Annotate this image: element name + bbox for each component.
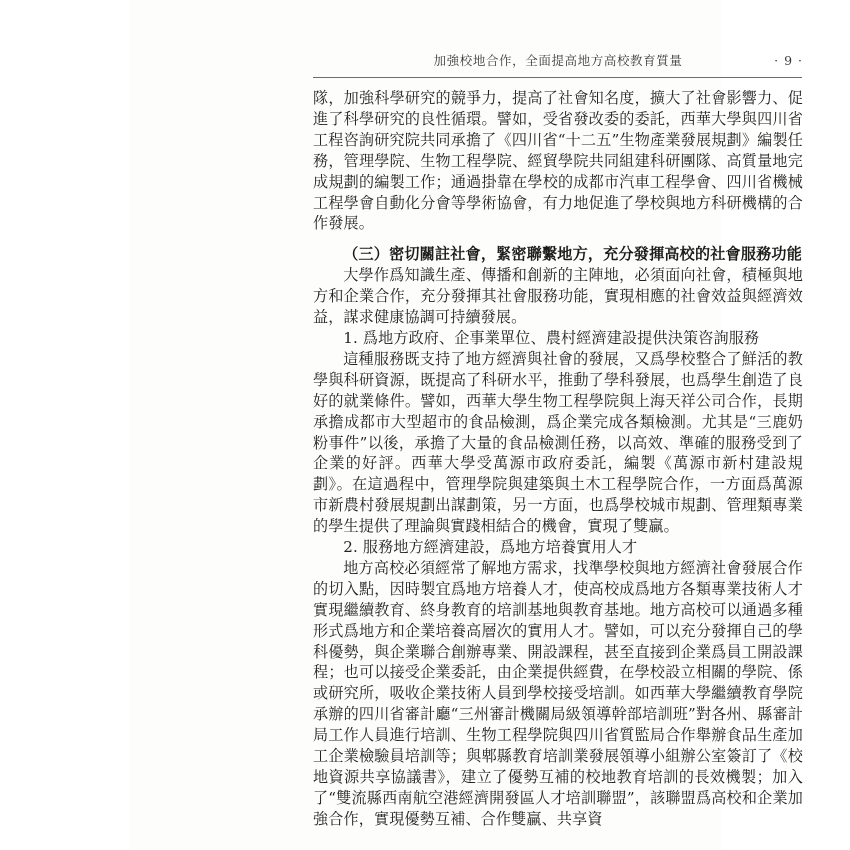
item-one-heading: 1. 爲地方政府、企事業單位、農村經濟建設提供決策咨詢服務 [343, 328, 760, 347]
paragraph-continuation: 隊，加強科學研究的競爭力，提高了社會知名度，擴大了社會影響力、促進了科學研究的良性循環。譬如，受省發改委的委託，西華大學與四川省工程咨詢研究院共同承擔了《四川省“十二五”生物產業發展規劃》編製任務，管理學院、生物工程學院、經貿學院共同組建科研團隊、高質量地完成規劃的編製工作；通過掛靠在學校的成都市汽車工程學會、四川省機械工程學會自動化分會等學術協會，有力地促進了學校與地方科研機構的合作發展。 [313, 89, 803, 233]
section-heading-three: （三）密切關註社會，緊密聯繫地方，充分發揮高校的社會服務功能 [343, 245, 803, 264]
paragraph-four: 地方高校必須經常了解地方需求，找準學校與地方經濟社會發展合作的切入點，因時製宜爲地方培養人才，使高校成爲地方各類專業技術人才實現繼續教育、終身教育的培訓基地與教育基地。地方高校可以通過多種形式爲地方和企業培養高層次的實用人才。譬如，可以充分發揮自己的學科優勢，與企業聯合創辦專業、開設課程，甚至直接到企業爲員工開設課程；也可以接受企業委託，由企業提供經費，在學校設立相關的學院、係或研究所，吸收企業技術人員到學校接受培訓。如西華大學繼續教育學院承辦的四川省審計廳“三州審計機關局級領導幹部培訓班”對各州、縣審計局工作人員進行培訓、生物工程學院與四川省質監局合作舉辦食品生產加工企業檢驗員培訓等；與郫縣教育培訓業發展領導小組辦公室簽訂了《校地資源共享協議書》，建立了優勢互補的校地教育培訓的長效機製；加入了“雙流縣西南航空港經濟開發區人才培訓聯盟”，該聯盟爲高校和企業加強合作，實現優勢互補、合作雙贏、共享資 [313, 558, 803, 828]
paragraph-spacer [313, 234, 803, 244]
header-divider-rule [313, 77, 802, 78]
book-page-sheet [130, 0, 803, 850]
item-two-heading: 2. 服務地方經濟建設，爲地方培養實用人才 [343, 538, 638, 557]
paragraph-two: 大學作爲知識生產、傳播和創新的主陣地，必須面向社會，積極與地方和企業合作，充分發揮其社會服務功能，實現相應的社會效益與經濟效益，謀求健康協調可持續發展。 [313, 266, 803, 327]
text-column [313, 0, 803, 850]
paragraph-three: 這種服務既支持了地方經濟與社會的發展，又爲學校整合了鮮活的教學與科研資源，既提高了科研水平，推動了學科發展，也爲學生創造了良好的就業條件。譬如，西華大學生物工程學院與上海天祥公司合作，長期承擔成都市大型超市的食品檢測，爲企業完成各類檢測。尤其是“三鹿奶粉事件”以後，承擔了大量的食品檢測任務，以高效、準確的服務受到了企業的好評。西華大學受萬源市政府委託，編製《萬源市新村建設規劃》。在這過程中，管理學院與建築與土木工程學院合作，一方面爲萬源市新農村發展規劃出謀劃策，另一方面，也爲學校城市規劃、管理類專業的學生提供了理論與實踐相結合的機會，實現了雙贏。 [313, 349, 803, 536]
running-head [313, 52, 803, 72]
body-text-block [313, 88, 803, 830]
page-header-title: 加強校地合作，全面提高地方高校教育質量 [433, 53, 683, 68]
page-number: · 9 · [774, 53, 803, 68]
